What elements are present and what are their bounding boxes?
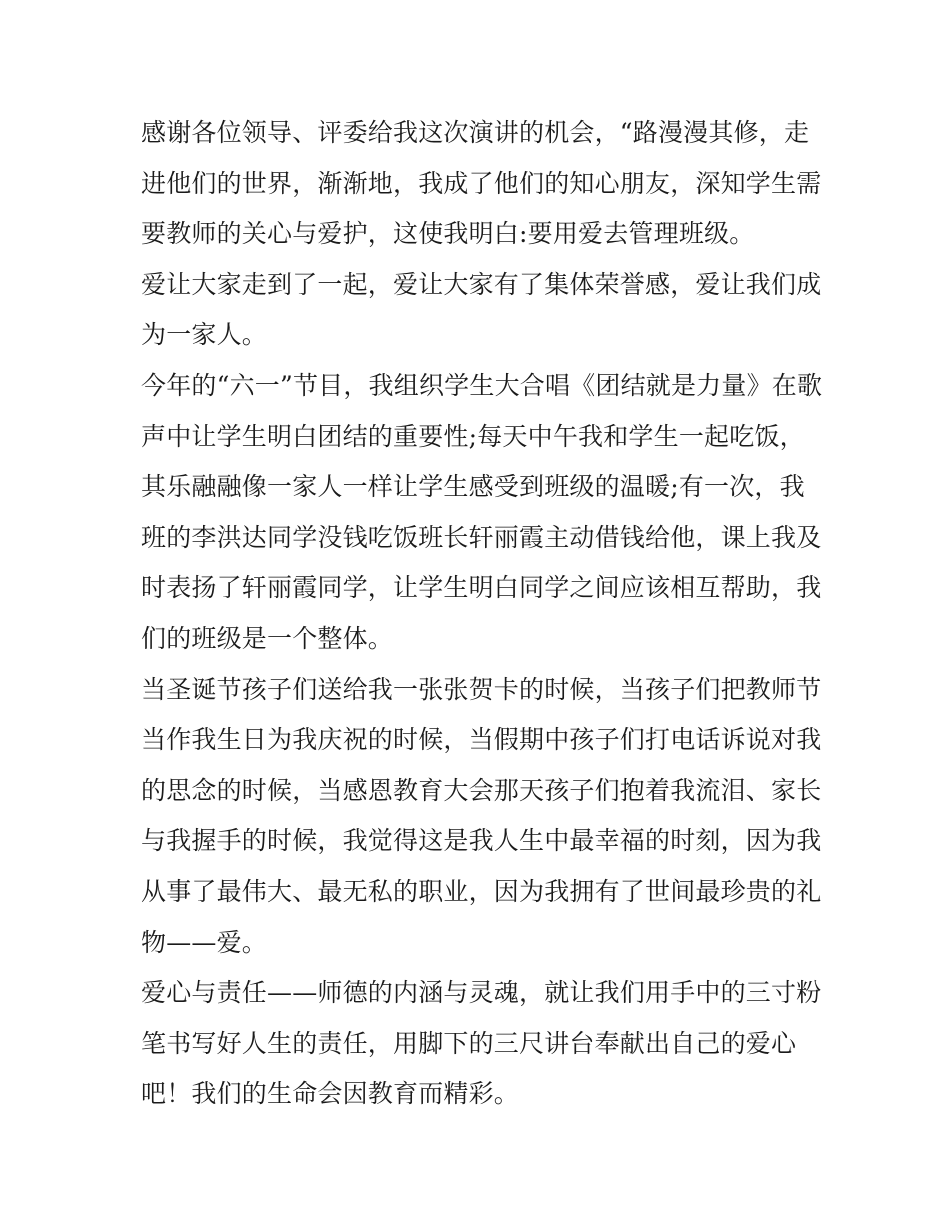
text-line: 笔书写好人生的责任，用脚下的三尺讲台奉献出自己的爱心 [141,1028,797,1058]
text-line: 物——爱。 [141,927,268,957]
text-line: 其乐融融像一家人一样让学生感受到班级的温暖;有一次，我 [141,472,805,502]
text-line: 班的李洪达同学没钱吃饭班长轩丽霞主动借钱给他，课上我及 [141,522,822,552]
text-line: 吧！我们的生命会因教育而精彩。 [141,1079,520,1109]
text-line: 感谢各位领导、评委给我这次演讲的机会，“路漫漫其修，走 [141,118,810,147]
text-line: 当圣诞节孩子们送给我一张张贺卡的时候，当孩子们把教师节 [141,674,822,704]
text-line: 与我握手的时候，我觉得这是我人生中最幸福的时刻，因为我 [141,826,822,856]
text-line: 们的班级是一个整体。 [141,623,394,653]
text-line: 的思念的时候，当感恩教育大会那天孩子们抱着我流泪、家长 [141,775,822,805]
document-body [141,108,821,1120]
text-line: 声中让学生明白团结的重要性;每天中午我和学生一起吃饭， [141,421,805,451]
text-line: 时表扬了轩丽霞同学，让学生明白同学之间应该相互帮助，我 [141,573,822,603]
text-line: 为一家人。 [141,320,268,350]
text-line: 当作我生日为我庆祝的时候，当假期中孩子们打电话诉说对我 [141,725,822,755]
text-line: 今年的“六一”节目，我组织学生大合唱《团结就是力量》在歌 [141,370,823,400]
text-line: 进他们的世界，渐渐地，我成了他们的知心朋友，深知学生需 [141,168,822,198]
text-line: 爱让大家走到了一起，爱让大家有了集体荣誉感，爱让我们成 [141,269,822,299]
text-line: 要教师的关心与爱护，这使我明白:要用爱去管理班级。 [141,219,755,249]
text-line: 爱心与责任——师德的内涵与灵魂，就让我们用手中的三寸粉 [141,978,822,1008]
text-line: 从事了最伟大、最无私的职业，因为我拥有了世间最珍贵的礼 [141,876,822,906]
